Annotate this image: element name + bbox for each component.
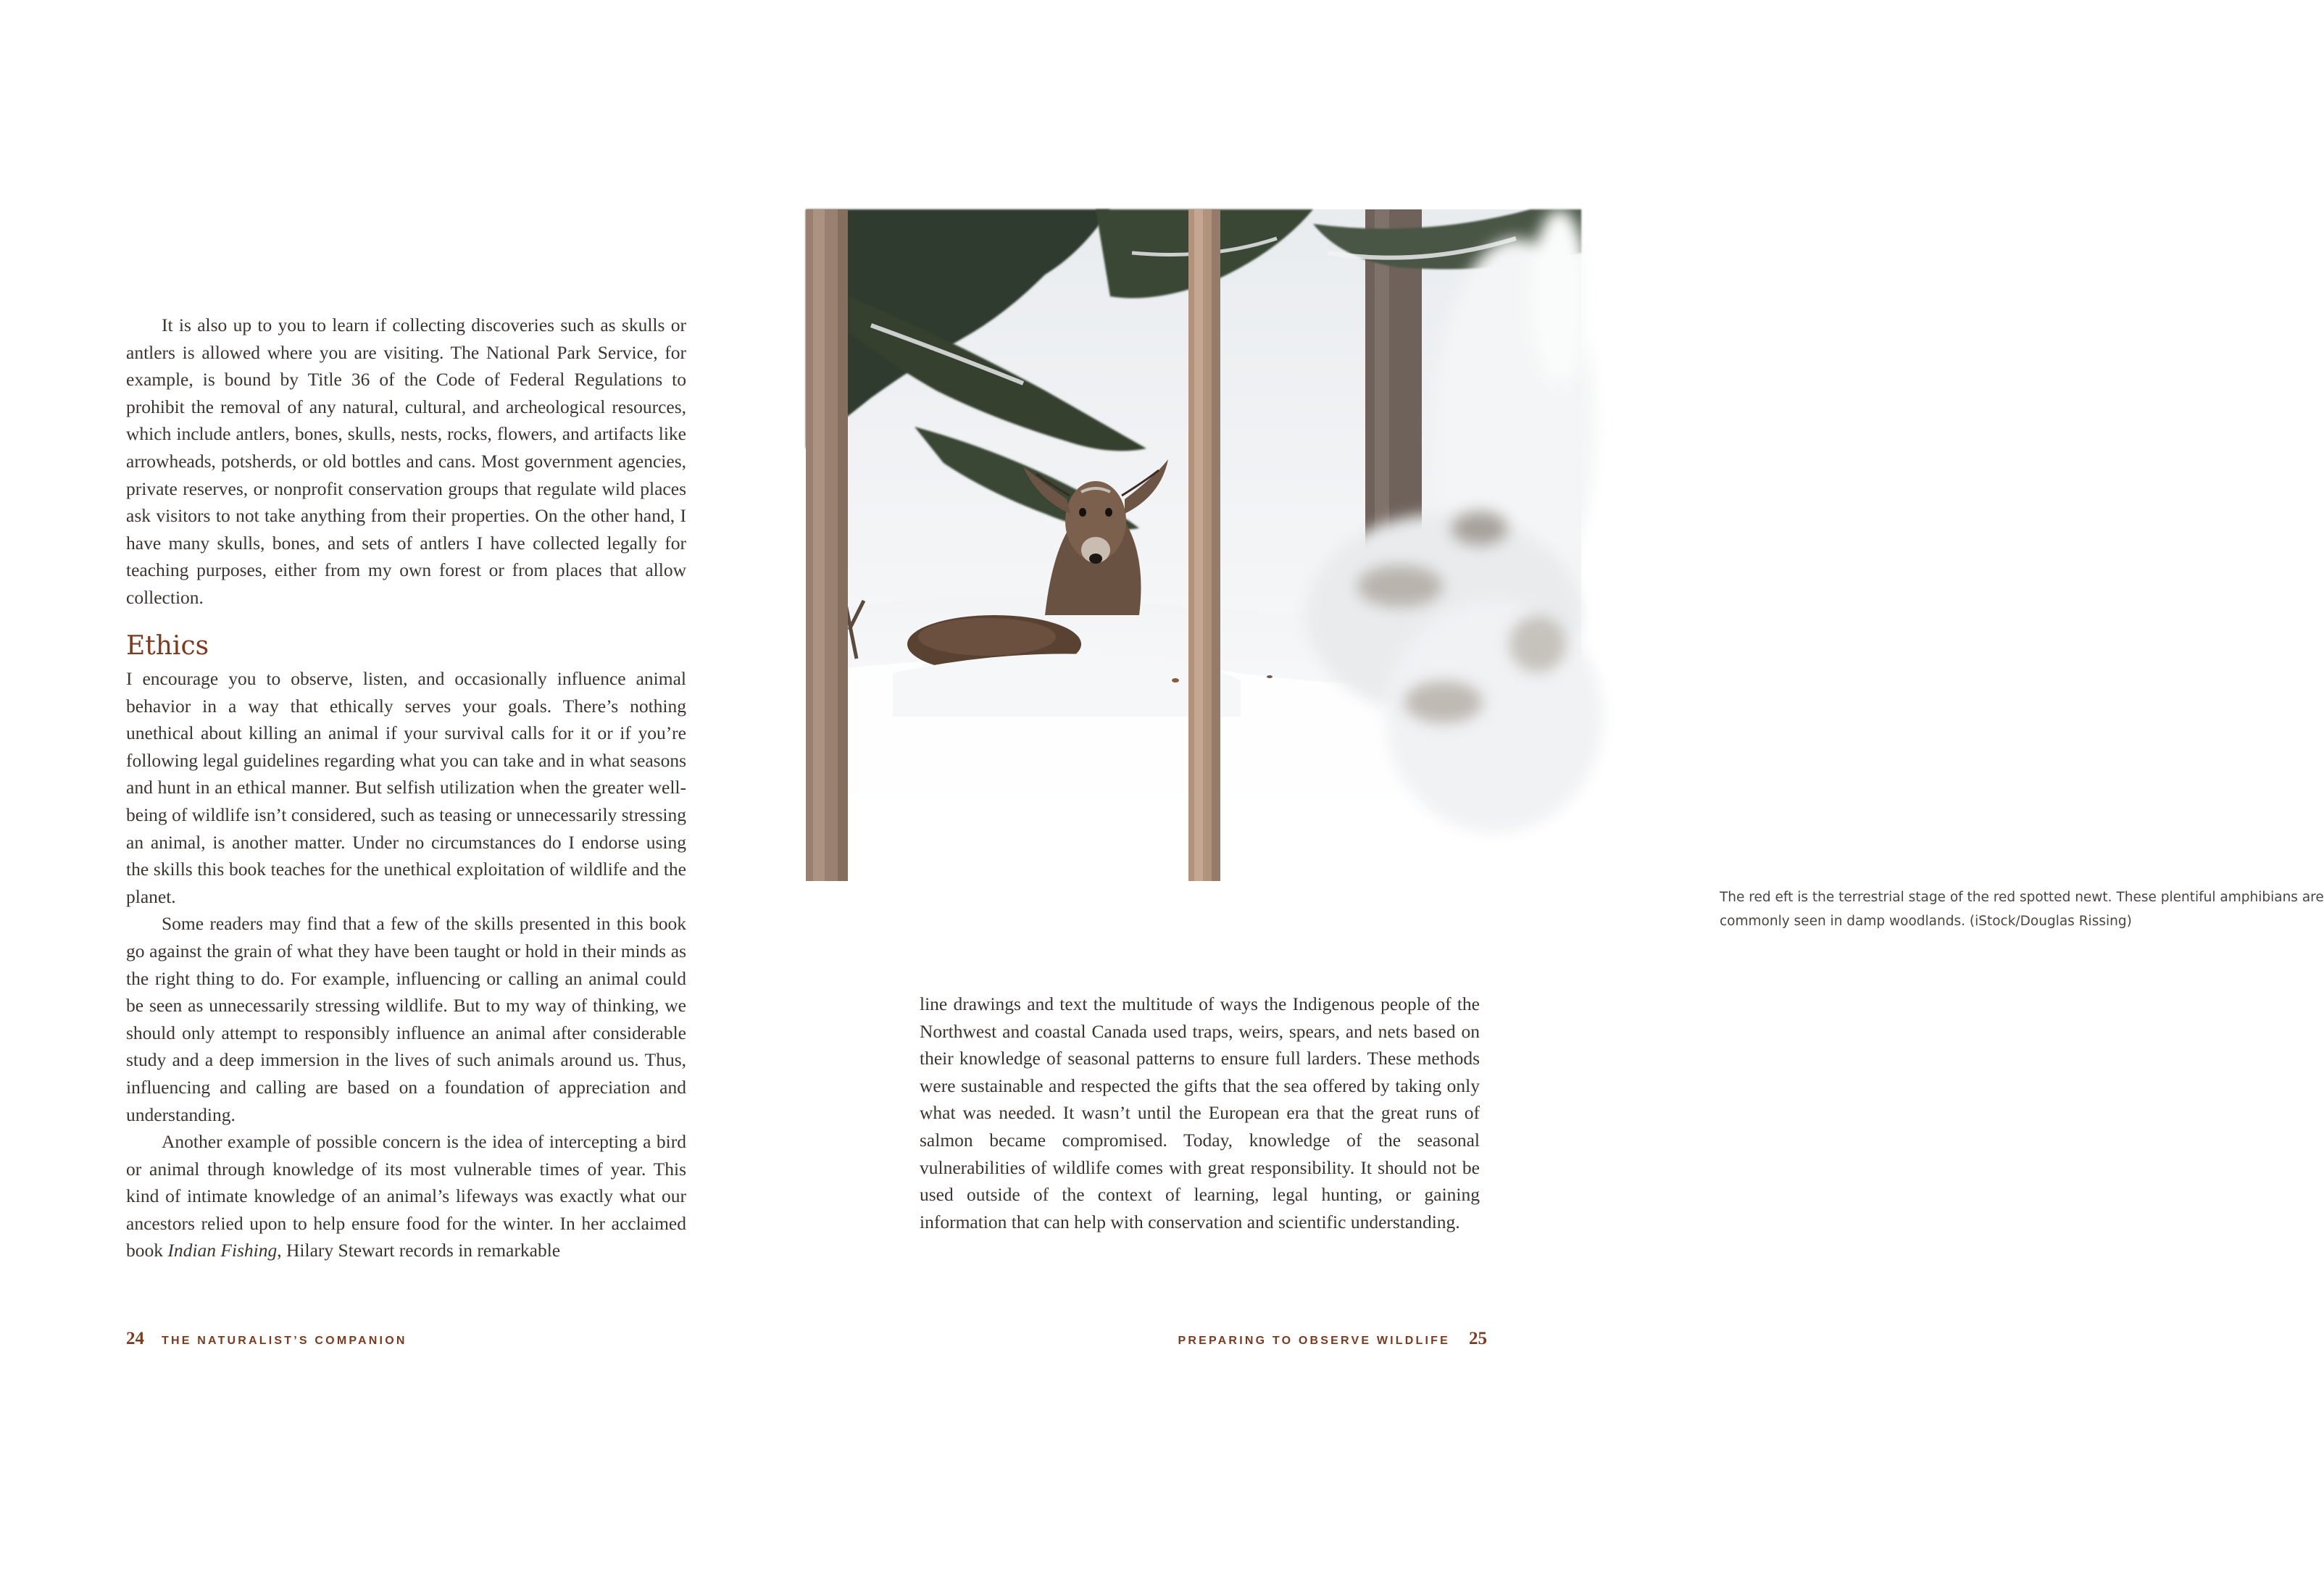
left-footer: [126, 1329, 407, 1349]
caption-line-1: The red eft is the terrestrial stage of the red spotted newt. These plentiful amphibians are: [1720, 890, 2324, 905]
right-footer: [1178, 1329, 1488, 1349]
page-number-left: 24: [126, 1329, 144, 1348]
right-text-block: [920, 990, 1480, 1235]
paragraph-intercepting-tail: , Hilary Stewart records in remarkable: [277, 1240, 561, 1261]
paragraph-intercepting-text: Another example of possible concern is the idea of intercepting a bird or animal through knowledge of its most vulnerable times of year. This kind of intimate knowledge of an animal’s lifeways was exactly what our ancestors relied upon to help ensure food for the winter. In her acclaimed book: [126, 1131, 686, 1261]
right-page: [797, 0, 2324, 1594]
paragraph-skills-concern: Some readers may find that a few of the skills presented in this book go against the grain of what they have been taught or hold in their minds as the right thing to do. For example, influencing or calling an animal could be seen as unnecessarily stressing wildlife. But to my way of thinking, we should only attempt to responsibly influence an animal after considerable study and a deep immersion in the lives of such animals around us. Thus, influencing and calling are based on a foundation of appreciation and understanding.: [126, 913, 686, 1125]
left-page: [0, 0, 797, 1594]
running-head-left: THE NATURALIST’S COMPANION: [162, 1335, 407, 1347]
paragraph-intercepting: [126, 1128, 686, 1264]
photo-caption: [1720, 885, 2324, 933]
left-text-block-1: [126, 312, 686, 612]
caption-line-2: commonly seen in damp woodlands. (iStock/Douglas Rissing): [1720, 914, 2132, 929]
paragraph-ethics-intro: I encourage you to observe, listen, and occasionally influence animal behavior in a way that ethically serves your goals. There’s nothing unethical about killing an animal if your survival calls for it or if you’re following legal guidelines regarding what you can take and in what seasons and hunt in an ethical manner. But selfish utilization when the greater well-being of wildlife isn’t considered, such as teasing or unnecessarily stressing an animal, is another matter. Under no circumstances do I endorse using the skills this book teaches for the unethical exploitation of wildlife and the planet.: [126, 668, 686, 907]
running-head-right: PREPARING TO OBSERVE WILDLIFE: [1178, 1335, 1450, 1347]
paragraph-collecting: It is also up to you to learn if collecting discoveries such as skulls or antlers is allowed where you are visiting. The National Park Service, for example, is bound by Title 36 of the Code of Federal Regulations to prohibit the removal of any natural, cultural, and archeological resources, which include antlers, bones, skulls, nests, rocks, flowers, and artifacts like arrowheads, potsherds, or old bottles and cans. Most government agencies, private reserves, or nonprofit conservation groups that regulate wild places ask visitors to not take anything from their properties. On the other hand, I have many skulls, bones, and sets of antlers I have collected legally for teaching purposes, either from my own forest or from places that allow collection.: [126, 314, 686, 608]
section-heading-ethics: Ethics: [126, 631, 209, 661]
left-text-block-2: [126, 665, 686, 1264]
book-title-indian-fishing: Indian Fishing: [167, 1240, 278, 1261]
paragraph-indigenous-fishing: line drawings and text the multitude of ways the Indigenous people of the Northwest and coastal Canada used traps, weirs, spears, and nets based on their knowledge of seasonal patterns to ensure full larders. These methods were sustainable and respected the gifts that the sea offered by taking only what was needed. It wasn’t until the European era that the great runs of salmon became compromised. Today, knowledge of the seasonal vulnerabilities of wildlife comes with great responsibility. It should not be used outside of the context of learning, legal hunting, or gaining information that can help with conservation and scientific understanding.: [920, 993, 1480, 1232]
page-number-right: 25: [1469, 1329, 1487, 1348]
